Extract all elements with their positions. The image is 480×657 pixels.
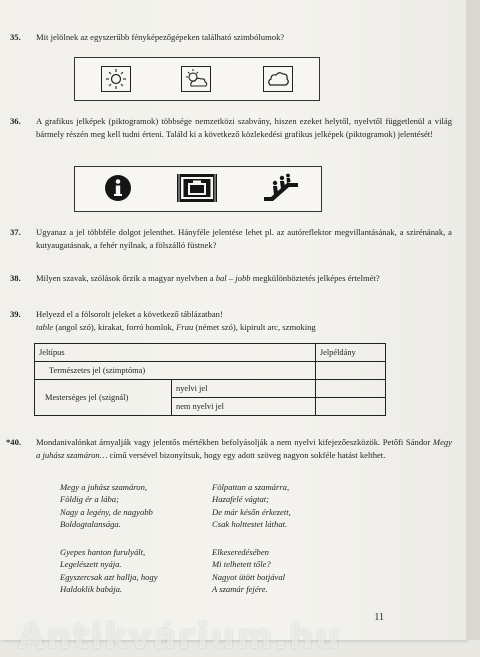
table-header: Jeltípus <box>35 344 316 362</box>
poem-stanza-1-left: Megy a juhász szamáron, Földig ér a lába; Nagy a legény, de nagyobb Boldogtalansága. <box>60 482 153 530</box>
table-row <box>35 380 386 398</box>
question-text: A grafikus jelképek (piktogramok) többsége nemzetközi szabvány, hiszen ezeket helytől, nyelvtől függetlenül a világ bármely részén meg kell tudni érteni. Találd ki a következő közlekedési grafikus jelképek (piktogramok) jelentését! <box>36 116 452 139</box>
poem-stanza-2-left: Gyepes hanton furulyált, Legelészett nyája. Egyszercsak azt hallja, hogy Haldoklik babája. <box>60 547 158 595</box>
luggage-locker-icon <box>175 173 219 203</box>
question-40: *40. Mondanivalónkat árnyalják vagy jelentős mértékben befolyásolják a nem nyelvi kifejezőeszközök. Petőfi Sándor Megy a juhász szamáron… című versével bizonyítsuk, hogy egy adott szöveg nagyon sokféle hatást kelthet. <box>6 437 452 460</box>
answer-cell <box>315 362 385 380</box>
poem-stanza-1-right: Fölpattan a szamárra, Hazafelé vágtat; De már későn érkezett, Csak holttestet láthat. <box>212 482 291 530</box>
cloud-icon <box>263 66 293 92</box>
table-cell: nem nyelvi jel <box>172 398 316 416</box>
background-edge <box>466 0 480 640</box>
table-header: Jelpéldány <box>315 344 385 362</box>
poem-stanza-2-right: Elkeseredésében Mi telhetett tőle? Nagyot ütött botjával A szamár fejére. <box>212 547 286 595</box>
question-37 <box>10 226 452 252</box>
question-number: 38. <box>10 273 21 283</box>
question-text: Mit jelölnek az egyszerűbb fényképezőgépeken található szimbólumok? <box>36 32 285 42</box>
pictogram-box <box>74 166 322 212</box>
table-row <box>35 344 386 362</box>
sun-cloud-icon <box>181 66 211 92</box>
question-text: Ugyanaz a jel többféle dolgot jelenthet. Hányféle jelentése lehet pl. az autóreflektor megvillantásának, a szirénának, a kutyaugatásnak, a fehér nyílnak, a fölszálló füstnek? <box>36 227 452 250</box>
question-35 <box>10 31 452 44</box>
sign-list: table (angol szó), kirakat, forró homlok, Frau (német szó), kipirult arc, szmoking <box>36 322 316 332</box>
question-38: 38. Milyen szavak, szólások őrzik a magyar nyelvben a bal – jobb megkülönböztetés jelképes értelmét? <box>10 273 380 283</box>
table-row <box>35 362 386 380</box>
question-number: *40. <box>6 437 22 447</box>
question-text: Helyezd el a fölsorolt jeleket a következő táblázatban! <box>36 309 223 319</box>
answer-cell <box>315 398 385 416</box>
table-cell: Mesterséges jel (szignál) <box>35 380 172 416</box>
question-36 <box>10 115 452 141</box>
question-number: 37. <box>10 227 21 237</box>
watermark: Antikvárium.hu <box>18 617 342 657</box>
question-number: 36. <box>10 116 21 126</box>
information-icon <box>101 173 135 203</box>
page-number: 11 <box>374 612 384 623</box>
question-number: 39. <box>10 309 21 319</box>
table-cell: nyelvi jel <box>172 380 316 398</box>
answer-cell <box>315 380 385 398</box>
escalator-icon <box>261 173 301 203</box>
question-39 <box>10 308 452 334</box>
table-cell: Természetes jel (szimptóma) <box>35 362 316 380</box>
sun-icon <box>101 66 131 92</box>
sign-type-table <box>34 343 386 416</box>
camera-symbols-box <box>74 57 320 101</box>
question-number: 35. <box>10 32 21 42</box>
